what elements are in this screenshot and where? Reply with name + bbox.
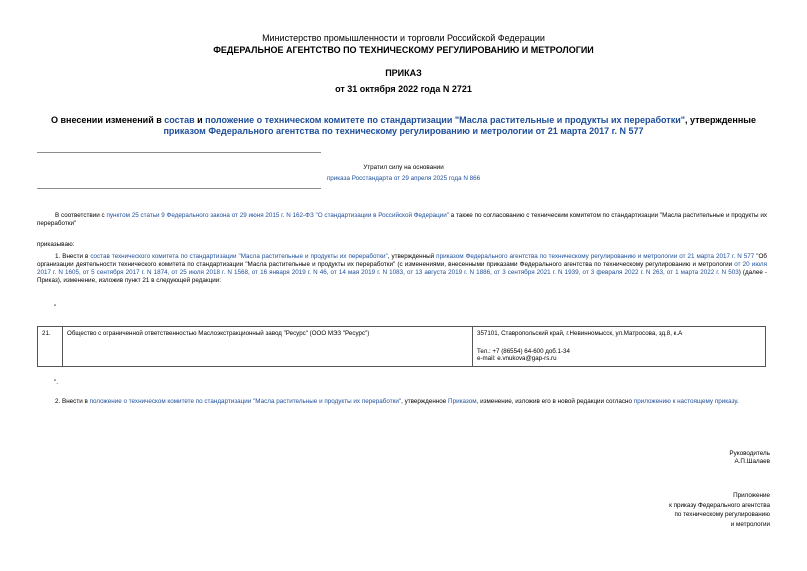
item-text: , утвержденное <box>401 398 449 405</box>
appendix-line: Приложение <box>733 492 770 499</box>
item-2-paragraph <box>37 398 767 406</box>
appendix-line: и метрологии <box>730 520 770 528</box>
organization-name: Общество с ограниченной ответственностью Маслоэкстракционный завод "Ресурс" (ООО МЭЗ "Ресурс") <box>63 327 473 367</box>
table-row <box>38 327 766 367</box>
intro-paragraph <box>37 212 767 228</box>
item-text: ) (далее - Приказ), изменение, изложив пункт 21 в следующей редакции: <box>37 269 767 284</box>
organization-email: e-mail: e.vnukova@gap-rs.ru <box>477 355 557 362</box>
title-link-regulation[interactable]: положение о техническом комитете по стандартизации "Масла растительные и продукты их переработки" <box>205 115 686 125</box>
title-text: О внесении изменений в <box>50 115 165 125</box>
row-number: 21. <box>38 327 63 367</box>
item-text: , утвержденный <box>387 253 437 260</box>
divider <box>37 188 321 189</box>
item-text: 2. Внести в <box>55 398 90 405</box>
intro-text: В соответствии с <box>55 212 107 219</box>
item-1-paragraph <box>37 253 767 285</box>
signatory-name: А.П.Шалаев <box>734 458 770 465</box>
order-word: приказываю: <box>37 241 75 248</box>
regulation-link[interactable]: положение о техническом комитете по стандартизации "Масла растительные и продукты их переработки" <box>89 398 402 405</box>
agency-name: ФЕДЕРАЛЬНОЕ АГЕНТСТВО ПО ТЕХНИЧЕСКОМУ РЕГУЛИРОВАНИЮ И МЕТРОЛОГИИ <box>213 45 594 55</box>
divider <box>37 152 321 153</box>
law-link[interactable]: пунктом 25 статьи 9 Федерального закона от 29 июня 2015 г. N 162-ФЗ "О стандартизации в Российской Федерации" <box>106 212 449 219</box>
quote-close: ". <box>54 379 58 386</box>
document-title <box>40 115 767 137</box>
status-link[interactable]: приказа Росстандарта от 29 апреля 2025 года N 866 <box>326 175 481 182</box>
signature-block <box>729 450 770 466</box>
organization-phone: Тел.: +7 (86554) 64-600 доб.1-34 <box>477 347 570 355</box>
intro-text: а также по согласованию с техническим комитетом по стандартизации "Масла растительные и продукты их переработки" <box>37 212 768 227</box>
item-text: 1. Внести в <box>55 253 91 260</box>
organization-contacts <box>473 327 766 367</box>
item-text: "Об организации деятельности технического комитета по стандартизации "Масла растительные и продукты их переработки" (с изменениями, внесенными приказами Федерального агентства по техническому регулированию и метрологии <box>37 253 767 268</box>
document-type: ПРИКАЗ <box>385 68 422 78</box>
title-link-composition[interactable]: состав <box>164 115 195 125</box>
status-note: Утратил силу на основании <box>363 164 444 171</box>
item-text: , изменение, изложив его в новой редакции согласно <box>476 398 634 405</box>
title-text: и <box>194 115 206 125</box>
title-link-order[interactable]: приказом Федерального агентства по техническому регулированию и метрологии от 21 марта 2017 г. N 577 <box>163 126 644 136</box>
appendix-link[interactable]: приложению к настоящему приказу <box>633 398 737 405</box>
item-text: . <box>736 398 739 405</box>
order-577-link[interactable]: приказом Федерального агентства по техническому регулированию и метрологии от 21 марта 2017 г. N 577 <box>436 253 755 260</box>
document-date: от 31 октября 2022 года N 2721 <box>335 84 472 94</box>
organization-address: 357101, Ставропольский край, г.Невинномысск, ул.Матросова, зд.8, к.А <box>477 330 683 337</box>
signatory-role: Руководитель <box>729 450 770 457</box>
ministry-name: Министерство промышленности и торговли Российской Федерации <box>262 33 545 43</box>
committee-composition-link[interactable]: состав технического комитета по стандартизации "Масла растительные и продукты их переработки" <box>90 253 388 260</box>
organization-table <box>37 326 766 367</box>
quote-open: " <box>54 304 57 311</box>
order-link[interactable]: Приказом <box>448 398 477 405</box>
appendix-line: по техническому регулированию <box>674 511 770 518</box>
title-text: , утвержденные <box>685 115 757 125</box>
appendix-line: к приказу Федерального агентства <box>669 501 770 509</box>
appendix-block <box>669 491 770 529</box>
amending-orders-link[interactable]: от 20 июля 2017 г. N 1605, от 5 сентября 2017 г. N 1874, от 25 июля 2018 г. N 1568, от 16 января 2019 г. N 46, от 14 мая 2019 г. N 1083, от 13 августа 2019 г. N 1886, от 3 сентября 2021 г. N 1939, от 3 февраля 2022 г. N 263, от 1 марта 2022 г. N 503 <box>37 261 767 276</box>
